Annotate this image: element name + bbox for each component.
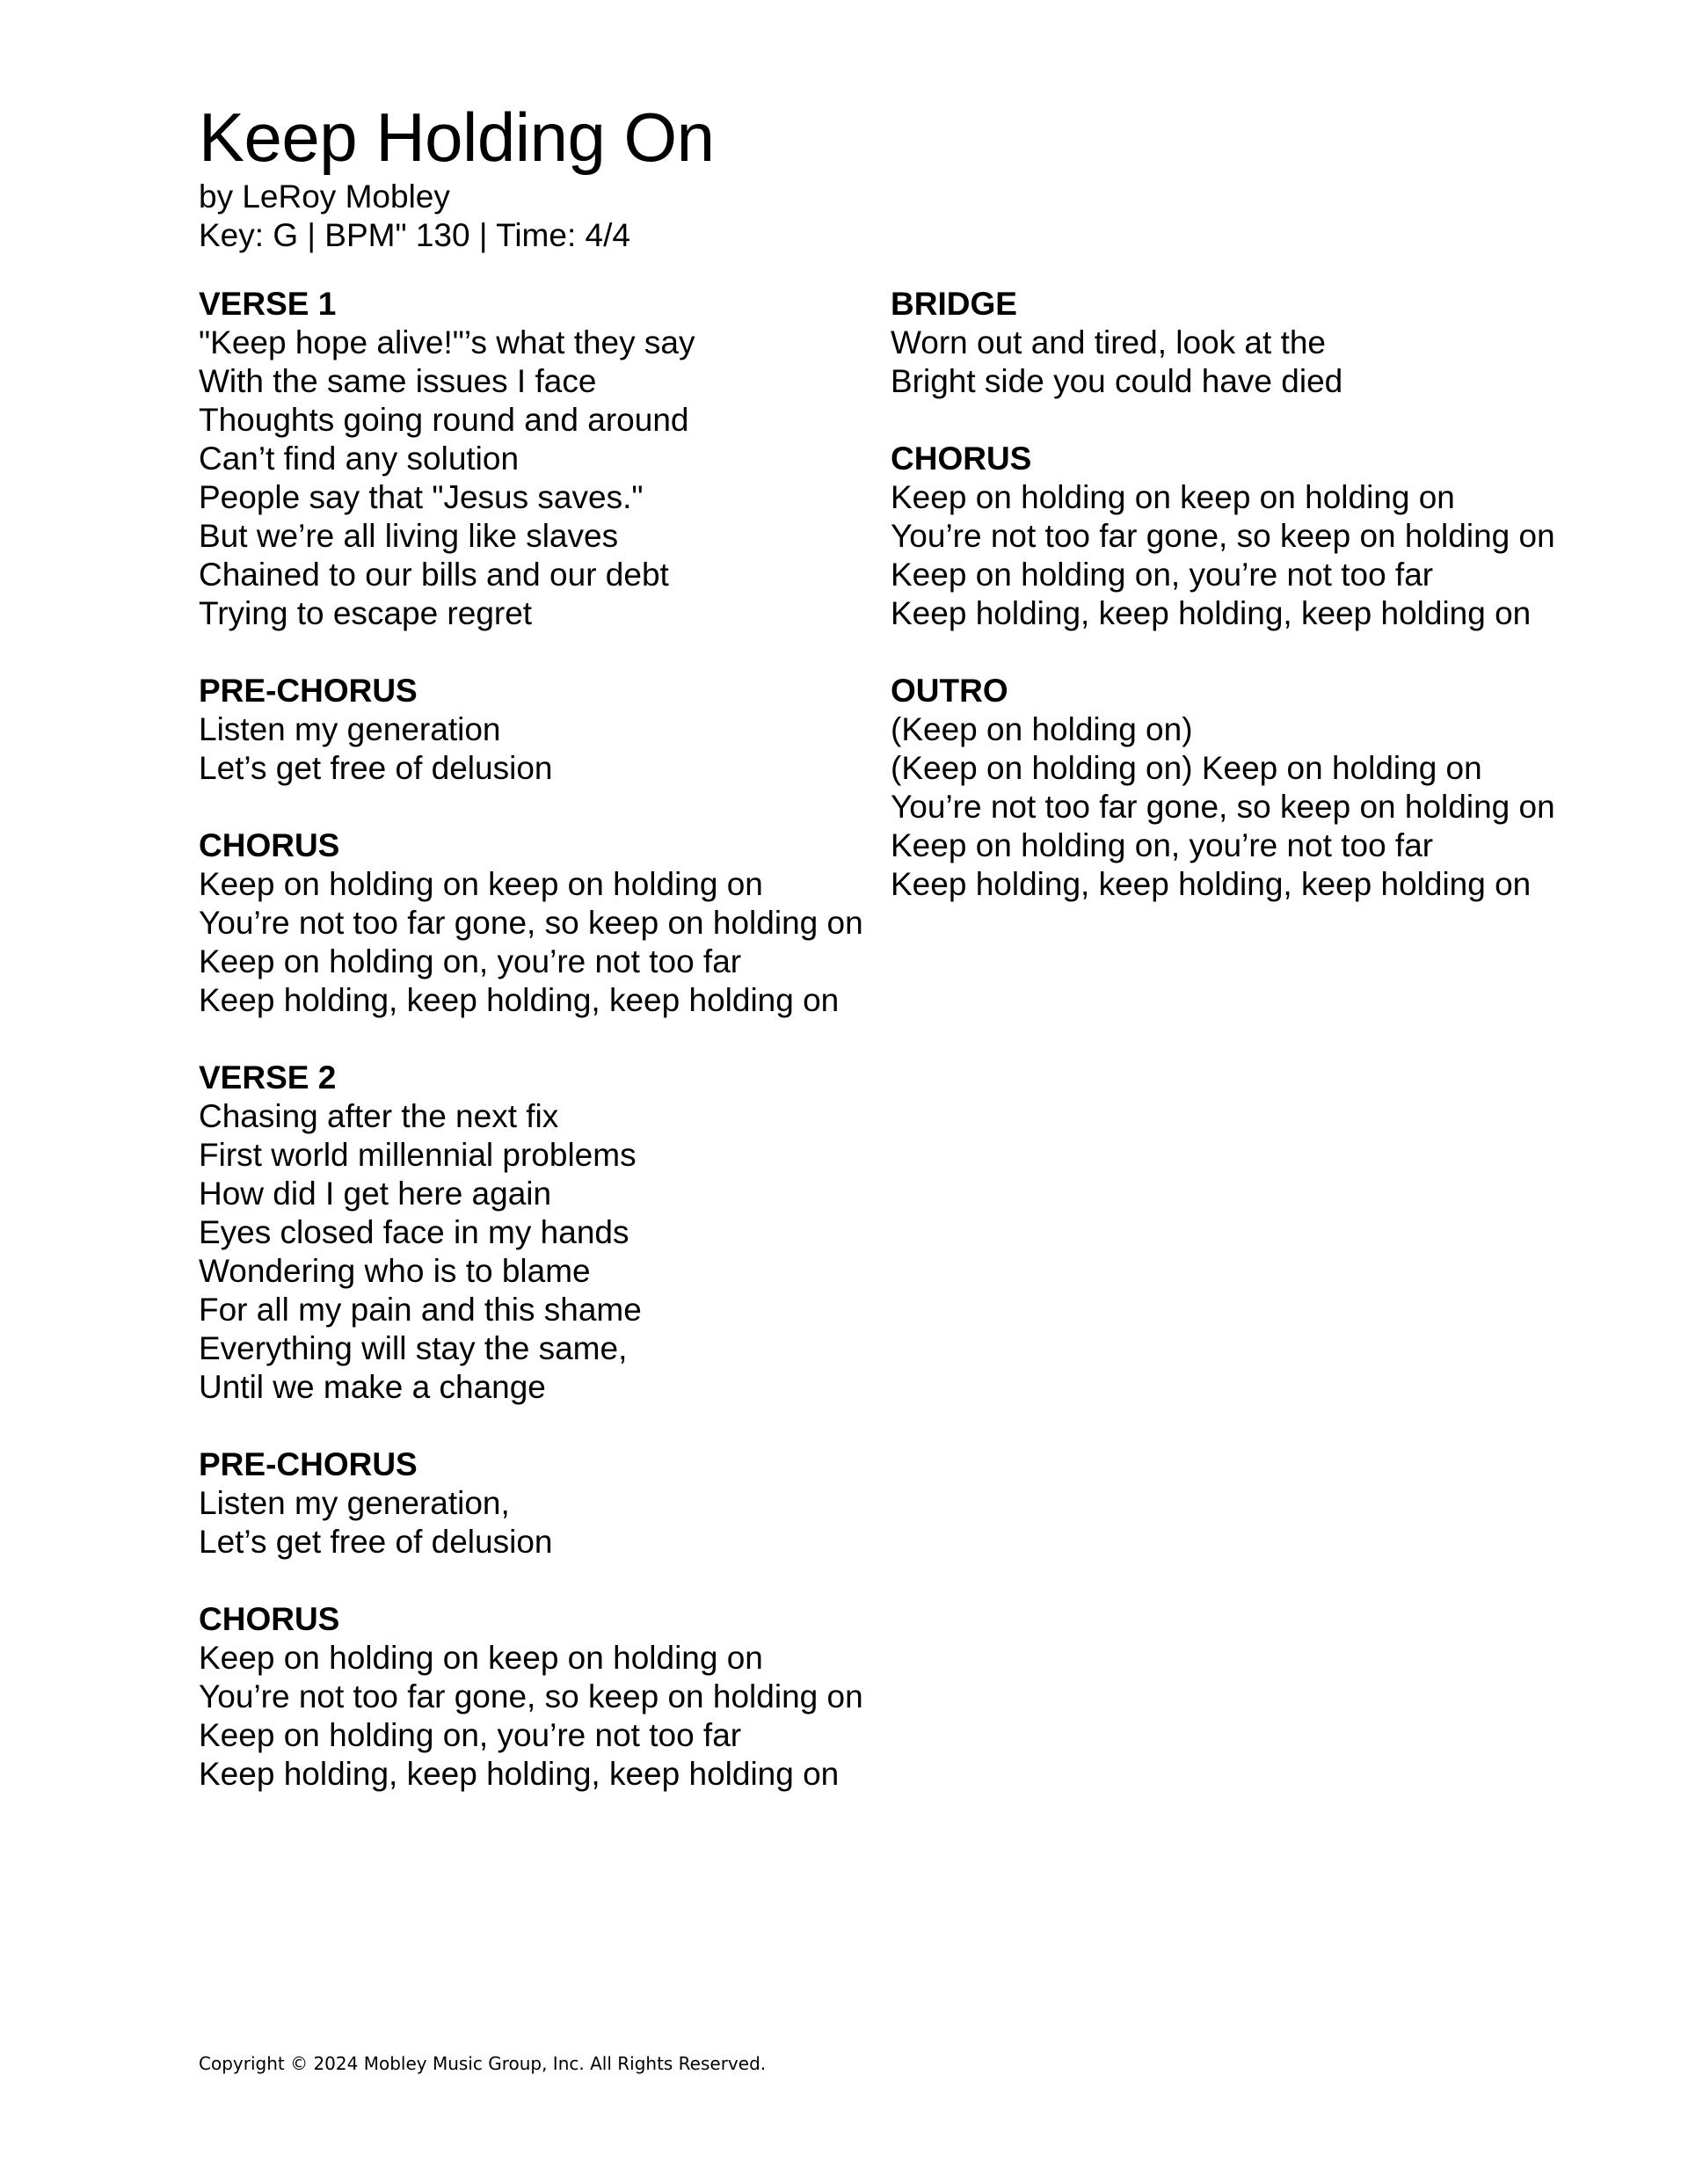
lyric-line: Chasing after the next fix <box>199 1098 559 1134</box>
lyric-section <box>199 826 884 1020</box>
lyric-line: Listen my generation, <box>199 1485 510 1521</box>
lyric-line: With the same issues I face <box>199 363 597 399</box>
section-heading: OUTRO <box>891 673 1008 709</box>
lyric-line: People say that "Jesus saves." <box>199 479 644 515</box>
lyric-line: Eyes closed face in my hands <box>199 1214 629 1250</box>
lyric-line: Keep on holding on keep on holding on <box>199 866 763 902</box>
lyric-section <box>199 1600 884 1794</box>
lyric-line: Keep holding, keep holding, keep holding on <box>199 1756 840 1792</box>
song-header <box>199 97 715 255</box>
lyric-section <box>199 1445 884 1562</box>
lyric-section <box>891 440 1664 633</box>
lyric-line: Keep on holding on, you’re not too far <box>199 1717 742 1753</box>
lyric-line: Wondering who is to blame <box>199 1253 591 1289</box>
lyric-line: You’re not too far gone, so keep on holding on <box>199 1678 863 1714</box>
lyric-line: But we’re all living like slaves <box>199 518 619 554</box>
section-heading: PRE-CHORUS <box>199 673 418 709</box>
lyric-line: (Keep on holding on) Keep on holding on <box>891 750 1482 786</box>
lyric-line: (Keep on holding on) <box>891 711 1193 747</box>
lyric-line: Keep holding, keep holding, keep holding on <box>891 595 1532 631</box>
section-heading: VERSE 1 <box>199 286 337 322</box>
lyric-line: Keep on holding on, you’re not too far <box>891 557 1434 593</box>
lyric-line: You’re not too far gone, so keep on holding on <box>199 905 863 941</box>
lyric-line: Keep on holding on keep on holding on <box>891 479 1455 515</box>
lyric-section <box>891 285 1664 401</box>
lyric-line: You’re not too far gone, so keep on holding on <box>891 789 1555 825</box>
section-heading: PRE-CHORUS <box>199 1446 418 1482</box>
lyric-line: First world millennial problems <box>199 1137 637 1173</box>
lyric-line: Keep holding, keep holding, keep holding on <box>199 982 840 1018</box>
lyric-line: Chained to our bills and our debt <box>199 557 669 593</box>
song-details: Key: G | BPM" 130 | Time: 4/4 <box>199 217 630 253</box>
lyric-line: "Keep hope alive!"’s what they say <box>199 324 695 360</box>
lyric-line: Can’t find any solution <box>199 440 520 477</box>
lyrics-left-column <box>199 285 884 1832</box>
copyright-notice: Copyright © 2024 Mobley Music Group, Inc. All Rights Reserved. <box>199 2053 767 2074</box>
lyric-line: For all my pain and this shame <box>199 1292 642 1328</box>
lyric-line: Worn out and tired, look at the <box>891 324 1327 360</box>
lyric-line: Trying to escape regret <box>199 595 533 631</box>
song-title: Keep Holding On <box>199 98 715 176</box>
section-heading: CHORUS <box>199 1601 340 1637</box>
section-heading: BRIDGE <box>891 286 1017 322</box>
lyric-section <box>199 672 884 788</box>
song-byline: by LeRoy Mobley <box>199 178 450 215</box>
lyric-line: Until we make a change <box>199 1369 546 1405</box>
lyric-section <box>891 672 1664 904</box>
section-heading: VERSE 2 <box>199 1059 337 1096</box>
lyric-section <box>199 1059 884 1407</box>
lyric-line: Thoughts going round and around <box>199 402 689 438</box>
lyric-line: Keep on holding on, you’re not too far <box>199 943 742 979</box>
lyric-line: How did I get here again <box>199 1176 552 1212</box>
section-heading: CHORUS <box>891 440 1032 477</box>
lyric-line: Keep holding, keep holding, keep holding on <box>891 866 1532 902</box>
lyrics-right-column <box>891 285 1664 943</box>
lyric-line: Keep on holding on keep on holding on <box>199 1640 763 1676</box>
lyric-line: You’re not too far gone, so keep on holding on <box>891 518 1555 554</box>
section-heading: CHORUS <box>199 827 340 863</box>
lyric-line: Everything will stay the same, <box>199 1330 628 1366</box>
lyric-line: Bright side you could have died <box>891 363 1343 399</box>
lyric-line: Let’s get free of delusion <box>199 750 553 786</box>
lyric-line: Keep on holding on, you’re not too far <box>891 827 1434 863</box>
lyric-section <box>199 285 884 633</box>
lyric-line: Listen my generation <box>199 711 501 747</box>
lyric-line: Let’s get free of delusion <box>199 1524 553 1560</box>
